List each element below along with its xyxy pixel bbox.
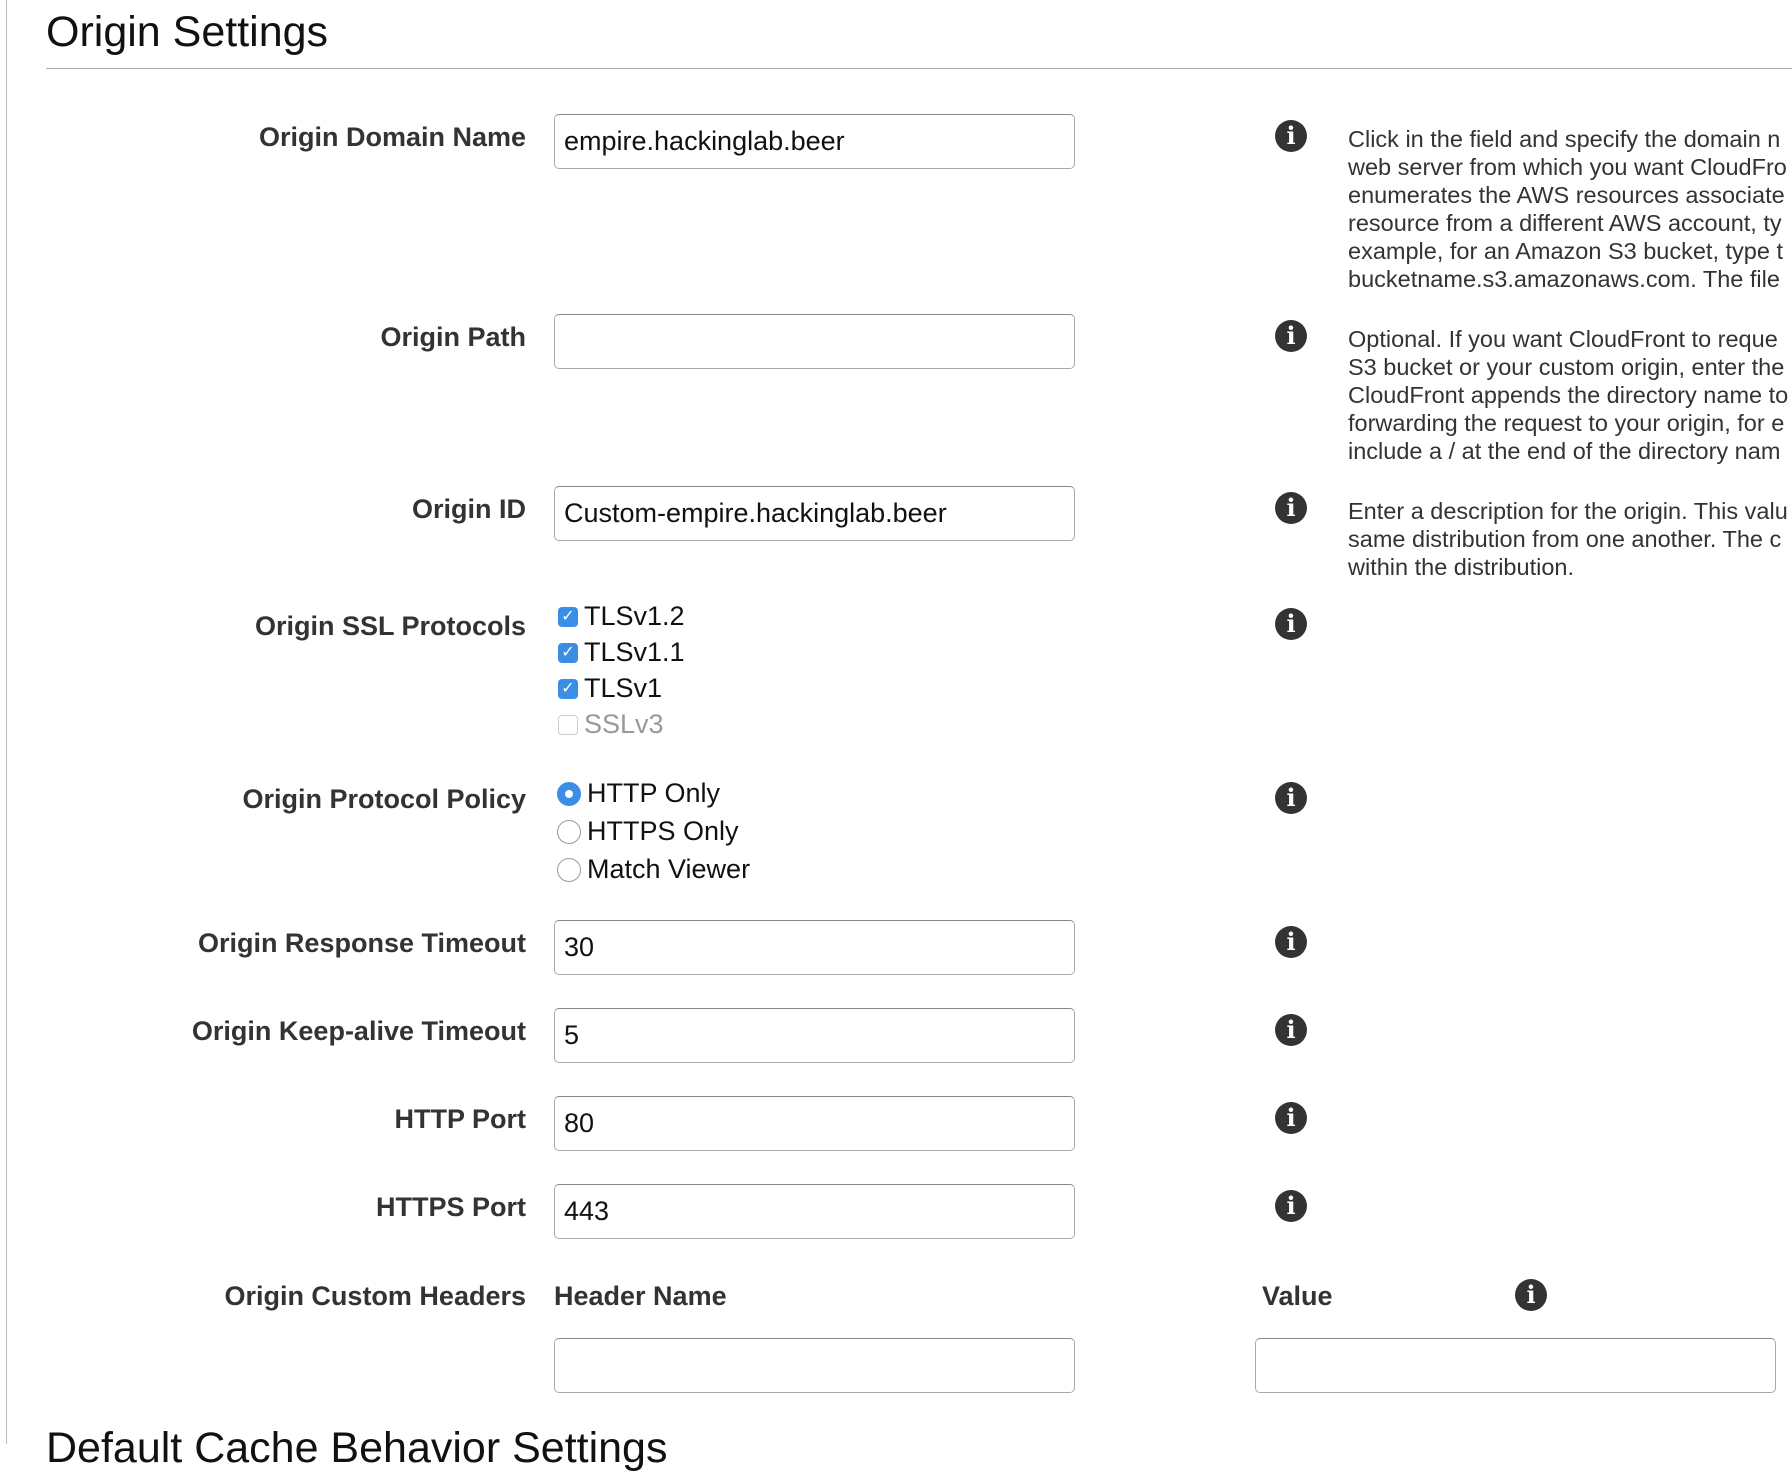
help-line: enumerates the AWS resources associate: [1348, 182, 1785, 208]
origin-id-help: [1348, 497, 1792, 581]
help-line: web server from which you want CloudFro: [1348, 154, 1787, 180]
help-line: Enter a description for the origin. This valu: [1348, 498, 1788, 524]
radio-match-viewer[interactable]: [557, 854, 750, 885]
divider: [46, 68, 1792, 69]
custom-headers-label: Origin Custom Headers: [224, 1281, 526, 1311]
info-icon[interactable]: i: [1275, 782, 1307, 814]
checkbox-label: TLSv1.1: [584, 637, 685, 667]
section-title: Origin Settings: [46, 8, 329, 56]
origin-id-input[interactable]: [554, 486, 1075, 541]
header-name-column-label: Header Name: [554, 1281, 727, 1311]
help-line: bucketname.s3.amazonaws.com. The file: [1348, 266, 1780, 292]
help-line: include a / at the end of the directory nam: [1348, 438, 1781, 464]
origin-path-input[interactable]: [554, 314, 1075, 369]
checkbox-tlsv1-2[interactable]: [558, 601, 685, 632]
keepalive-timeout-label: Origin Keep-alive Timeout: [191, 1016, 526, 1046]
value-column-label: Value: [1262, 1281, 1333, 1311]
left-border: [6, 0, 7, 1444]
ssl-protocols-label: Origin SSL Protocols: [254, 611, 526, 641]
origin-domain-name-input[interactable]: [554, 114, 1075, 169]
radio-label: HTTP Only: [587, 778, 721, 808]
radio-label: HTTPS Only: [587, 816, 739, 846]
checkbox-label: TLSv1: [584, 673, 663, 703]
info-icon[interactable]: i: [1275, 608, 1307, 640]
checkbox-tlsv1-1[interactable]: [558, 637, 685, 668]
response-timeout-input[interactable]: [554, 920, 1075, 975]
info-icon[interactable]: i: [1275, 1102, 1307, 1134]
origin-path-help: [1348, 325, 1792, 465]
https-port-input[interactable]: [554, 1184, 1075, 1239]
help-line: S3 bucket or your custom origin, enter the: [1348, 354, 1785, 380]
response-timeout-label: Origin Response Timeout: [197, 928, 526, 958]
help-line: Click in the field and specify the domain n: [1348, 126, 1781, 152]
http-port-input[interactable]: [554, 1096, 1075, 1151]
header-name-input[interactable]: [554, 1338, 1075, 1393]
https-port-label: HTTPS Port: [375, 1192, 526, 1222]
info-icon[interactable]: i: [1275, 926, 1307, 958]
radio-https-only[interactable]: [557, 816, 739, 847]
help-line: same distribution from one another. The c: [1348, 526, 1782, 552]
http-port-label: HTTP Port: [394, 1104, 526, 1134]
origin-domain-name-help: [1348, 125, 1792, 293]
origin-id-label: Origin ID: [412, 494, 526, 524]
info-icon[interactable]: i: [1275, 492, 1307, 524]
checkbox-tlsv1[interactable]: [558, 673, 662, 704]
next-section-title: Default Cache Behavior Settings: [46, 1424, 668, 1472]
radio-label: Match Viewer: [587, 854, 751, 884]
help-line: forwarding the request to your origin, for e: [1348, 410, 1785, 436]
info-icon[interactable]: i: [1515, 1279, 1547, 1311]
keepalive-timeout-input[interactable]: [554, 1008, 1075, 1063]
header-value-input[interactable]: [1255, 1338, 1776, 1393]
radio-icon[interactable]: [557, 858, 581, 882]
radio-icon[interactable]: [557, 820, 581, 844]
help-line: within the distribution.: [1348, 554, 1574, 580]
help-line: CloudFront appends the directory name to: [1348, 382, 1789, 408]
origin-domain-name-label: Origin Domain Name: [258, 122, 526, 152]
info-icon[interactable]: i: [1275, 320, 1307, 352]
checkbox-sslv3[interactable]: [558, 709, 664, 740]
protocol-policy-label: Origin Protocol Policy: [242, 784, 526, 814]
help-line: Optional. If you want CloudFront to reque: [1348, 326, 1778, 352]
checkbox-unchecked-icon[interactable]: [558, 715, 578, 735]
help-line: resource from a different AWS account, ty: [1348, 210, 1782, 236]
checkbox-label: TLSv1.2: [584, 601, 685, 631]
info-icon[interactable]: i: [1275, 1014, 1307, 1046]
checkbox-checked-icon[interactable]: ✓: [558, 607, 578, 627]
checkbox-label: SSLv3: [584, 709, 664, 739]
help-line: example, for an Amazon S3 bucket, type t: [1348, 238, 1783, 264]
radio-selected-icon[interactable]: [557, 782, 581, 806]
info-icon[interactable]: i: [1275, 120, 1307, 152]
radio-http-only[interactable]: [557, 778, 720, 809]
info-icon[interactable]: i: [1275, 1190, 1307, 1222]
checkbox-checked-icon[interactable]: ✓: [558, 679, 578, 699]
checkbox-checked-icon[interactable]: ✓: [558, 643, 578, 663]
origin-path-label: Origin Path: [380, 322, 526, 352]
